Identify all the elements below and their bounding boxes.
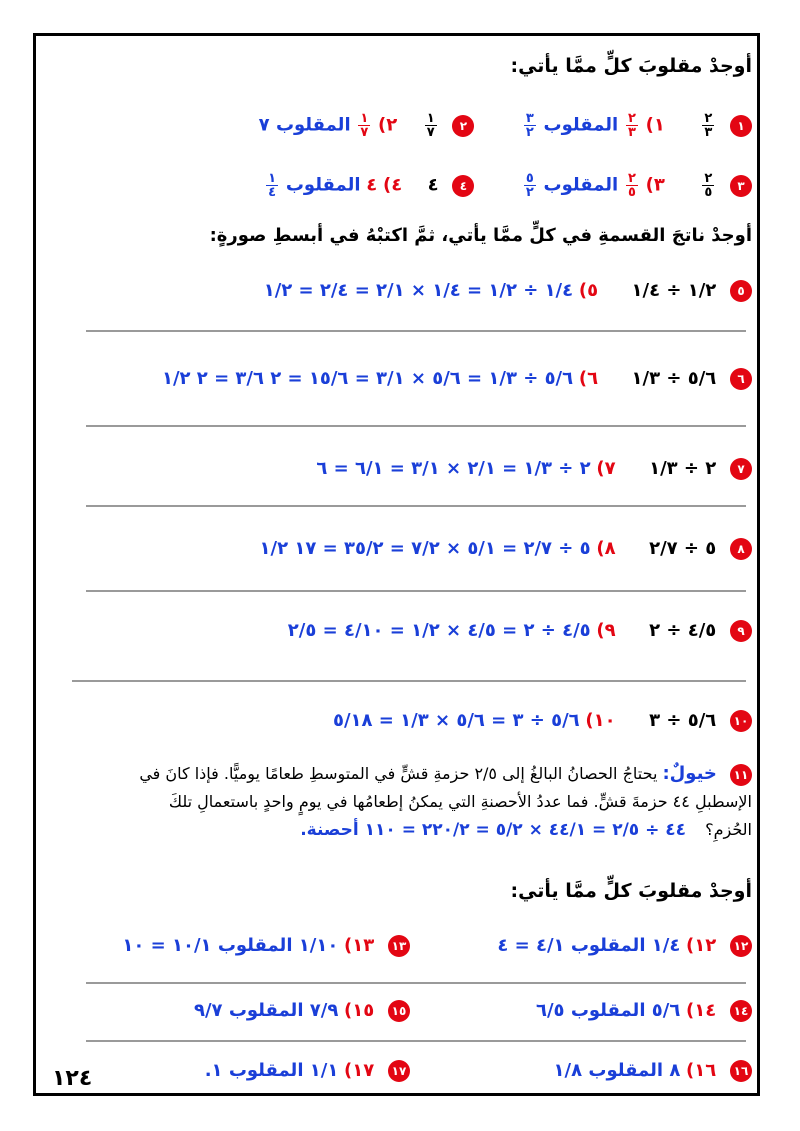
answer-label: ١٠) [585, 710, 616, 731]
divider [86, 425, 746, 427]
answer-text: ٥/٦ المقلوب ٦/٥ [536, 1000, 681, 1021]
answer-text: ١/١ المقلوب ١. [204, 1060, 339, 1081]
word-problem-line-2: الإسطبلِ ٤٤ حزمةَ قشٍّ. فما عددُ الأحصنةِ التي يمكنُ إطعامُها في يومٍ واحدٍ باستعمالِ تلكَ [168, 792, 752, 811]
exercise-badge-2: ٢ [452, 115, 474, 137]
exercise-badge-16: ١٦ [730, 1060, 752, 1082]
answer-label: ٣) [645, 174, 665, 196]
answer-label: ٨) [596, 538, 616, 559]
answer-text: ١/٤ ÷ ١/٢ = ١/٤ × ٢/١ = ٢/٤ = ١/٢ [263, 280, 574, 301]
divider [72, 680, 746, 682]
word-problem-keyword: خيولٌ: [662, 763, 717, 784]
answer-text: ٤/٥ ÷ ٢ = ٤/٥ × ١/٢ = ٤/١٠ = ٢/٥ [287, 620, 591, 641]
answer-fraction: $\frac{٣}{٢}$ [525, 111, 534, 140]
section-heading-inverse: أوجدْ مقلوبَ كلٍّ ممَّا يأتي: [510, 55, 752, 77]
exercise-badge-13: ١٣ [388, 935, 410, 957]
answer-text: ٢ ÷ ١/٣ = ٢/١ × ٣/١ = ٦/١ = ٦ [316, 458, 591, 479]
answer-word: المقلوب [543, 174, 619, 196]
answer-text: ١/٤ المقلوب ٤/١ = ٤ [497, 935, 681, 956]
question-whole: ٤ [427, 174, 439, 196]
answer-label: ١٧) [344, 1060, 375, 1081]
answer-text: ١/١٠ المقلوب ١٠/١ = ١٠ [122, 935, 339, 956]
exercise-row-6 [162, 368, 752, 390]
exercise-badge-9: ٩ [730, 620, 752, 642]
answer-word: المقلوب [285, 174, 361, 196]
word-problem [62, 760, 752, 844]
divider [86, 505, 746, 507]
exercise-17 [205, 1060, 410, 1082]
answer-label: ١) [645, 114, 665, 136]
answer-label: ١٦) [686, 1060, 717, 1081]
word-problem-answer: ٤٤ ÷ ٢/٥ = ٤٤/١ × ٥/٢ = ٢٢٠/٢ = ١١٠ أحصنة. [300, 820, 687, 840]
answer-text: ٥/٦ ÷ ٣ = ٥/٦ × ١/٣ = ٥/١٨ [332, 710, 580, 731]
exercise-badge-17: ١٧ [388, 1060, 410, 1082]
answer-label: ٢) [378, 114, 398, 136]
question-text: ٥/٦ ÷ ١/٣ [631, 368, 717, 389]
question-text: ١/٢ ÷ ١/٤ [631, 280, 717, 301]
answer-text: ٧/٩ المقلوب ٩/٧ [194, 1000, 339, 1021]
answer-text: ٥ ÷ ٢/٧ = ٥/١ × ٧/٢ = ٣٥/٢ = ١٧ ١/٢ [259, 538, 591, 559]
answer-fraction: $\frac{٥}{٢}$ [525, 171, 534, 200]
answer-fraction: $\frac{٢}{٣}$ [627, 111, 636, 140]
answer-label: ١٢) [686, 935, 717, 956]
question-text: ٢ ÷ ١/٣ [649, 458, 717, 479]
exercise-badge-12: ١٢ [730, 935, 752, 957]
exercise-row-1-2 [259, 112, 752, 139]
answer-whole: ٤ [366, 174, 378, 196]
exercise-13 [122, 935, 410, 957]
word-problem-line-1 [62, 760, 752, 788]
exercise-badge-3: ٣ [730, 175, 752, 197]
exercise-row-7 [316, 458, 752, 480]
answer-text: ٥/٦ ÷ ١/٣ = ٥/٦ × ٣/١ = ١٥/٦ = ٢ ٣/٦ = ٢ ١/٢ [161, 368, 574, 389]
question-text: ٥/٦ ÷ ٣ [649, 710, 717, 731]
divider [86, 982, 746, 984]
answer-label: ٧) [596, 458, 616, 479]
exercise-badge-11: ١١ [730, 764, 752, 786]
answer-label: ٤) [382, 174, 403, 196]
exercise-badge-10: ١٠ [730, 710, 752, 732]
answer-label: ١٣) [344, 935, 375, 956]
exercise-14 [536, 1000, 752, 1022]
divider [86, 590, 746, 592]
page-number: ١٢٤ [52, 1066, 93, 1091]
exercise-16 [554, 1060, 752, 1082]
exercise-row-10 [333, 710, 752, 732]
exercise-12 [497, 935, 752, 957]
word-problem-line-3: الحُزمِ؟ ٤٤ ÷ ٢/٥ = ٤٤/١ × ٥/٢ = ٢٢٠/٢ = ١١٠ أحصنة. [300, 820, 752, 840]
answer-label: ٩) [596, 620, 616, 641]
exercise-badge-14: ١٤ [730, 1000, 752, 1022]
question-text: ٥ ÷ ٢/٧ [649, 538, 717, 559]
exercise-badge-15: ١٥ [388, 1000, 410, 1022]
divider [86, 330, 746, 332]
answer-word: المقلوب [543, 114, 619, 136]
question-fraction: $\frac{٢}{٥}$ [704, 171, 713, 200]
answer-fraction: $\frac{١}{٤}$ [268, 171, 277, 200]
word-problem-text: يحتاجُ الحصانُ البالغُ إلى ٢/٥ حزمةِ قشٍّ في المتوسطِ طعامًا يوميًّا. فإذا كانَ في [139, 764, 658, 783]
exercise-row-3-4 [264, 172, 752, 199]
answer-text: ٨ المقلوب ١/٨ [553, 1060, 681, 1081]
exercise-row-9 [288, 620, 752, 642]
answer-label: ١٥) [344, 1000, 375, 1021]
question-fraction: $\frac{٢}{٣}$ [704, 111, 713, 140]
answer-word: المقلوب ٧ [258, 114, 351, 136]
exercise-badge-1: ١ [730, 115, 752, 137]
section-heading-division: أوجدْ ناتجَ القسمةِ في كلٍّ ممَّا يأتي، ثمَّ اكتبْهُ في أبسطِ صورةٍ: [209, 225, 752, 246]
answer-fraction: $\frac{٢}{٥}$ [627, 171, 636, 200]
exercise-15 [194, 1000, 410, 1022]
question-fraction: $\frac{١}{٧}$ [426, 111, 435, 140]
answer-label: ١٤) [686, 1000, 717, 1021]
exercise-row-8 [260, 538, 752, 560]
answer-fraction: $\frac{١}{٧}$ [360, 111, 369, 140]
exercise-badge-4: ٤ [452, 175, 474, 197]
divider [86, 1040, 746, 1042]
question-text: ٤/٥ ÷ ٢ [649, 620, 717, 641]
section-heading-inverse-2: أوجدْ مقلوبَ كلٍّ ممَّا يأتي: [510, 880, 752, 902]
exercise-badge-8: ٨ [730, 538, 752, 560]
exercise-badge-7: ٧ [730, 458, 752, 480]
exercise-row-5 [264, 280, 752, 302]
answer-label: ٥) [578, 280, 599, 301]
exercise-badge-6: ٦ [730, 368, 752, 390]
answer-label: ٦) [578, 368, 599, 389]
exercise-badge-5: ٥ [730, 280, 752, 302]
